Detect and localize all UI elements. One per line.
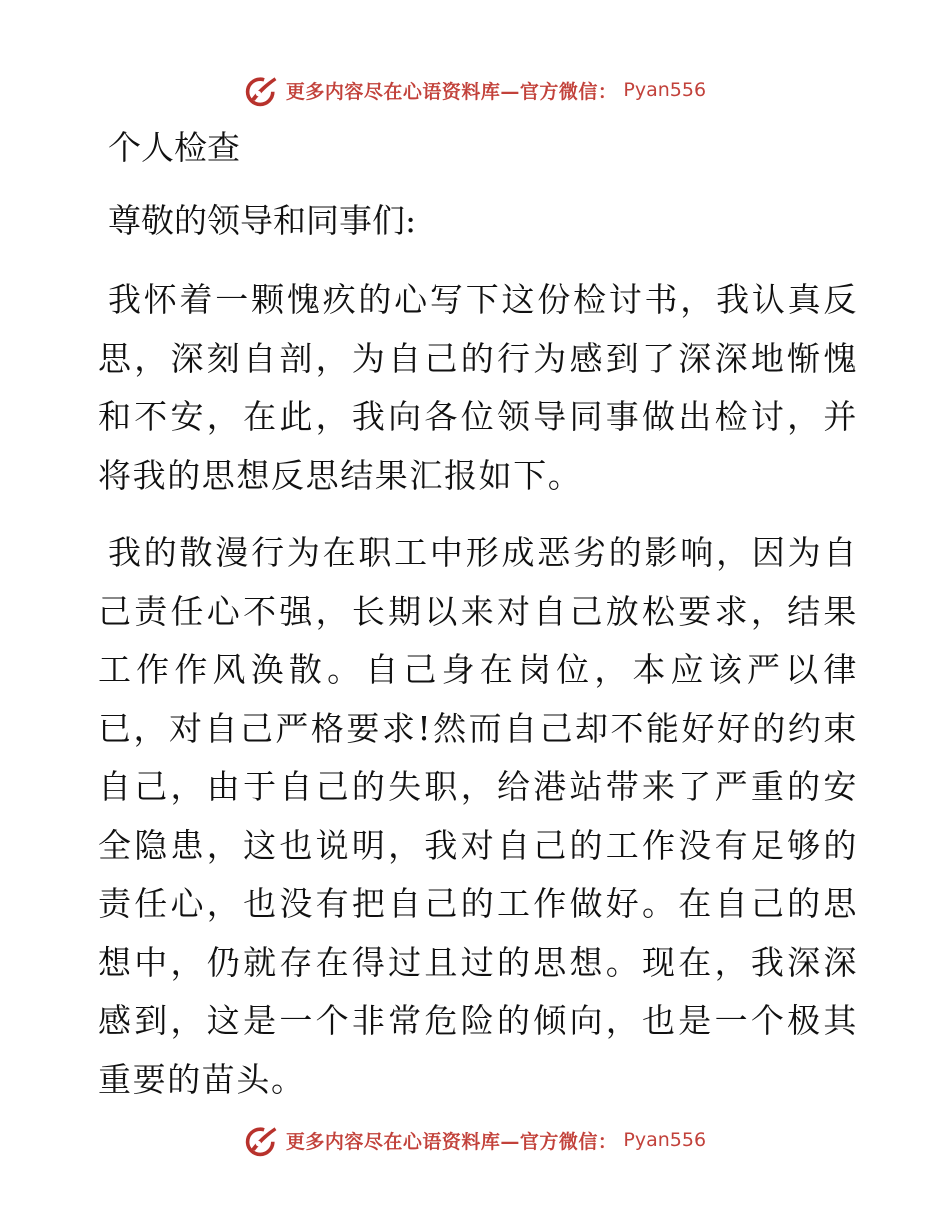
salutation: 尊敬的领导和同事们: bbox=[108, 201, 417, 240]
document-body bbox=[98, 120, 858, 1128]
paragraph-2: 我的散漫行为在职工中形成恶劣的影响，因为自己责任心不强，长期以来对自己放松要求，结果工作作风涣散。自己身在岗位，本应该严以律已，对自己严格要求!然而自己却不能好好的约束自己，由于自己的失职，给港站带来了严重的安全隐患，这也说明，我对自己的工作没有足够的责任心，也没有把自己的工作做好。在自己的思想中，仍就存在得过且过的思想。现在，我深深感到，这是一个非常危险的倾向，也是一个极其重要的苗头。 bbox=[98, 533, 858, 1099]
document-title: 个人检查 bbox=[108, 128, 240, 167]
footer-banner bbox=[0, 1120, 950, 1160]
footer-banner-text: 更多内容尽在心语资料库—官方微信： bbox=[285, 1130, 618, 1153]
header-banner bbox=[0, 70, 950, 110]
header-wechat-id: Pyan556 bbox=[623, 79, 707, 101]
brush-logo-icon bbox=[244, 72, 280, 108]
paragraph-1: 我怀着一颗愧疚的心写下这份检讨书，我认真反思，深刻自剖，为自己的行为感到了深深地惭愧和不安，在此，我向各位领导同事做出检讨，并将我的思想反思结果汇报如下。 bbox=[98, 280, 858, 495]
footer-wechat-id: Pyan556 bbox=[623, 1129, 707, 1151]
header-banner-text: 更多内容尽在心语资料库—官方微信： bbox=[285, 80, 618, 103]
brush-logo-icon bbox=[244, 1122, 280, 1158]
